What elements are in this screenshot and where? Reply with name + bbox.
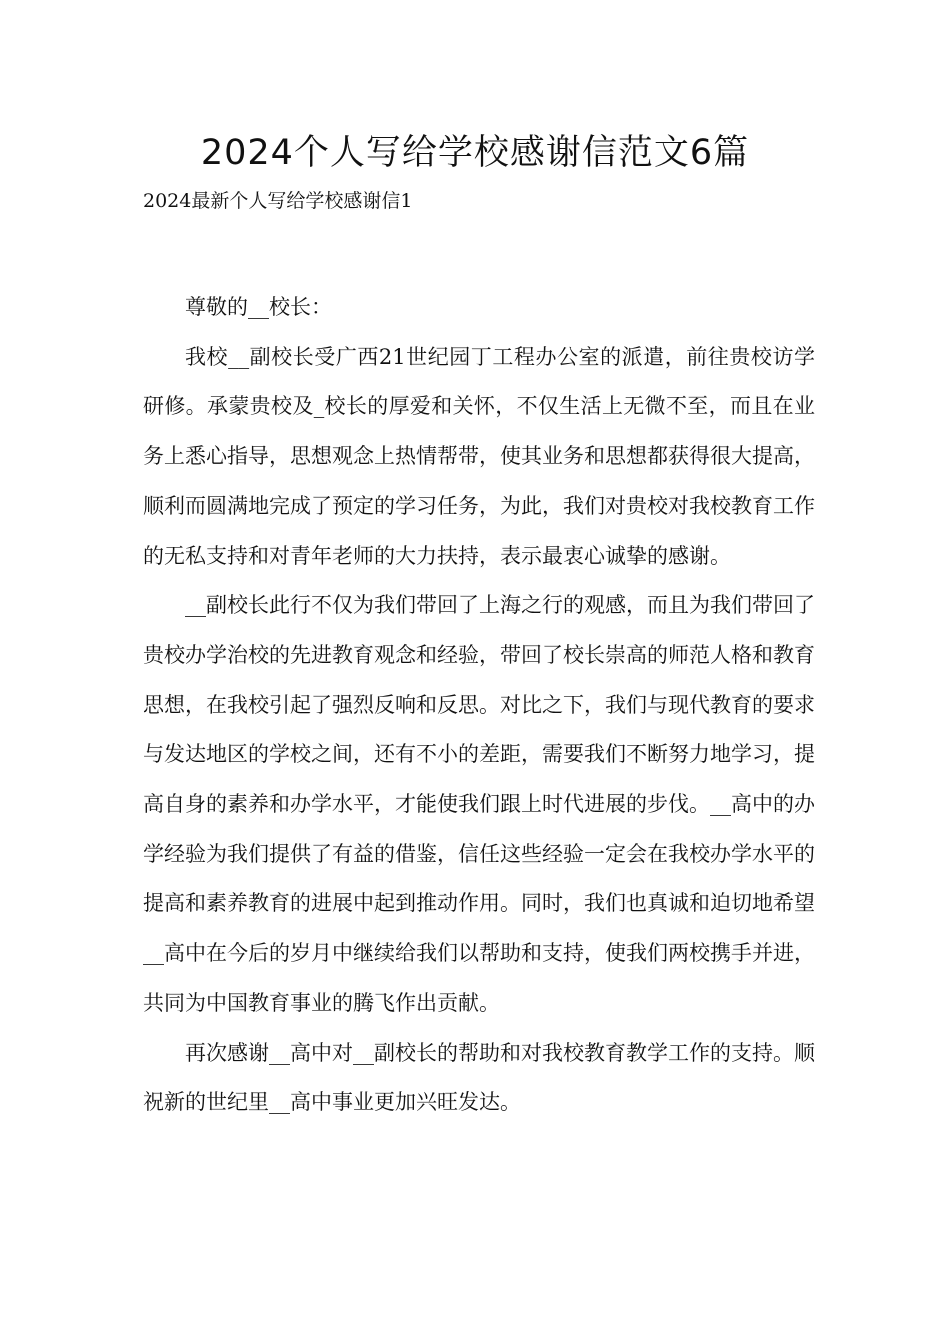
document-title: 2024个人写给学校感谢信范文6篇 xyxy=(200,133,750,173)
letter-heading: 2024最新个人写给学校感谢信1 xyxy=(143,190,413,212)
body-paragraph-2: __副校长此行不仅为我们带回了上海之行的观感，而且为我们带回了贵校办学治校的先进教育观念和经验，带回了校长崇高的师范人格和教育思想，在我校引起了强烈反响和反思。对比之下，我们与现代教育的要求与发达地区的学校之间，还有不小的差距，需要我们不断努力地学习，提高自身的素养和办学水平，才能使我们跟上时代进展的步伐。__高中的办学经验为我们提供了有益的借鉴，信任这些经验一定会在我校办学水平的提高和素养教育的进展中起到推动作用。同时，我们也真诚和迫切地希望__高中在今后的岁月中继续给我们以帮助和支持，使我们两校携手并进，共同为中国教育事业的腾飞作出贡献。 xyxy=(143,593,815,1015)
salutation: 尊敬的__校长： xyxy=(185,295,332,319)
body-paragraph-3: 再次感谢__高中对__副校长的帮助和对我校教育教学工作的支持。顺祝新的世纪里__高中事业更加兴旺发达。 xyxy=(143,1040,815,1115)
body-paragraph-1: 我校__副校长受广西21世纪园丁工程办公室的派遣，前往贵校访学研修。承蒙贵校及_校长的厚爱和关怀，不仅生活上无微不至，而且在业务上悉心指导，思想观念上热情帮带，使其业务和思想都获得很大提高，顺利而圆满地完成了预定的学习任务，为此，我们对贵校对我校教育工作的无私支持和对青年老师的大力扶持，表示最衷心诚挚的感谢。 xyxy=(143,344,815,568)
letter-body xyxy=(143,283,815,1128)
